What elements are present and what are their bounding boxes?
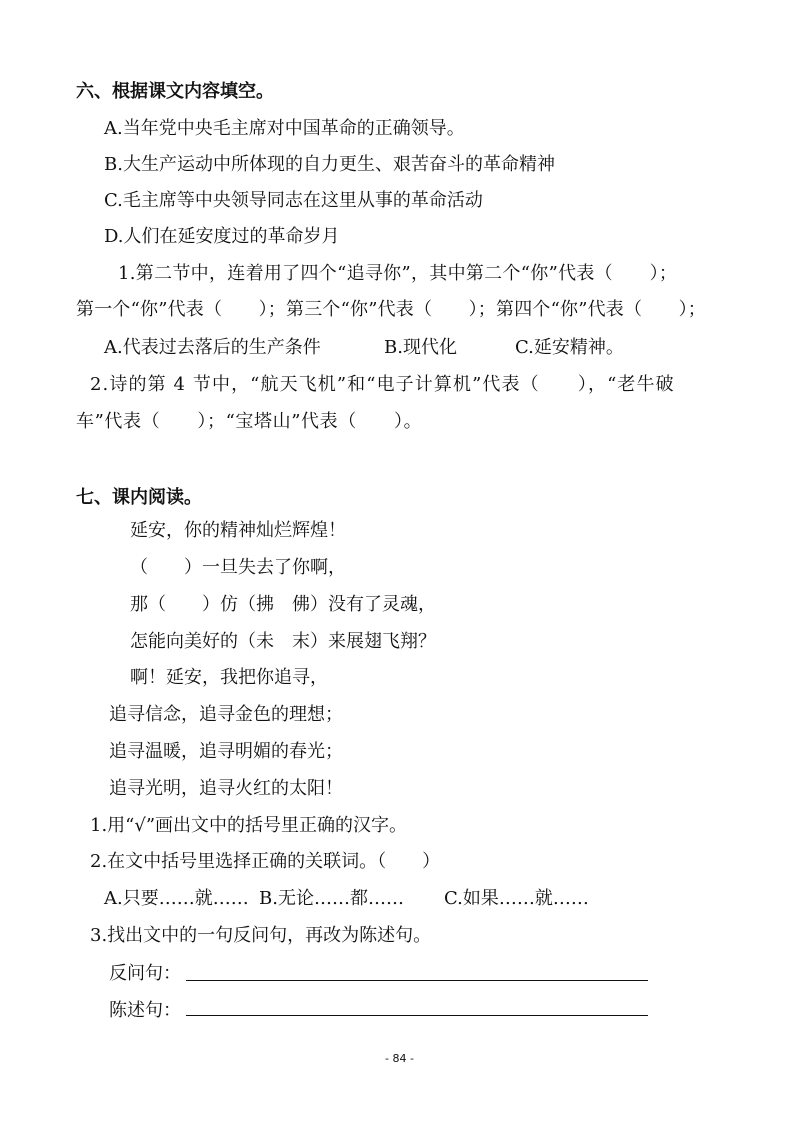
option-d: D.人们在延安度过的革命岁月: [104, 226, 340, 247]
question-1-line-1: 1.第二节中，连着用了四个“追寻你”，其中第二个“你”代表（ ）；: [118, 263, 678, 284]
reading-question-1: 1.用“√”画出文中的括号里正确的汉字。: [90, 815, 408, 836]
poem-line-6: 追寻信念，追寻金色的理想；: [109, 704, 343, 725]
option-a: A.当年党中央毛主席对中国革命的正确领导。: [104, 118, 465, 139]
poem-line-3: 那（ ）仿（拂 佛）没有了灵魂，: [130, 594, 436, 615]
answer-label-declarative: 陈述句：: [109, 1000, 181, 1021]
section7-title: 七、课内阅读。: [76, 487, 202, 508]
poem-line-2: （ ）一旦失去了你啊，: [130, 557, 346, 578]
option-b: B.大生产运动中所体现的自力更生、艰苦奋斗的革命精神: [104, 154, 555, 175]
question-2-line-1: 2.诗的第 4 节中，“航天飞机”和“电子计算机”代表（ ），“老牛破: [90, 374, 675, 395]
q2-choice-b: B.无论……都……: [259, 888, 404, 909]
reading-question-2: 2.在文中括号里选择正确的关联词。（ ）: [90, 851, 441, 872]
poem-line-7: 追寻温暖，追寻明媚的春光；: [109, 741, 343, 762]
answer-line-rhetorical[interactable]: [186, 980, 648, 981]
poem-line-8: 追寻光明，追寻火红的太阳！: [109, 778, 343, 799]
option-c: C.毛主席等中央领导同志在这里从事的革命活动: [104, 190, 483, 211]
poem-line-5: 啊！延安，我把你追寻，: [130, 667, 328, 688]
poem-line-1: 延安，你的精神灿烂辉煌！: [130, 520, 346, 541]
q2-choice-a: A.只要……就……: [104, 888, 249, 909]
q1-choice-b: B.现代化: [384, 337, 457, 358]
poem-line-4: 怎能向美好的（未 末）来展翅飞翔？: [130, 631, 436, 652]
question-1-line-2: 第一个“你”代表（ ）；第三个“你”代表（ ）；第四个“你”代表（ ）；: [76, 299, 707, 320]
q1-choice-c: C.延安精神。: [515, 337, 624, 358]
answer-label-rhetorical: 反问句：: [109, 963, 181, 984]
q1-choice-a: A.代表过去落后的生产条件: [104, 337, 321, 358]
question-2-line-2: 车”代表（ ）；“宝塔山”代表（ ）。: [76, 411, 423, 432]
q2-choice-c: C.如果……就……: [444, 888, 589, 909]
reading-question-3: 3.找出文中的一句反问句，再改为陈述句。: [90, 925, 432, 946]
answer-line-declarative[interactable]: [186, 1015, 648, 1016]
page-number: - 84 -: [385, 1052, 414, 1065]
section6-title: 六、根据课文内容填空。: [76, 81, 274, 102]
